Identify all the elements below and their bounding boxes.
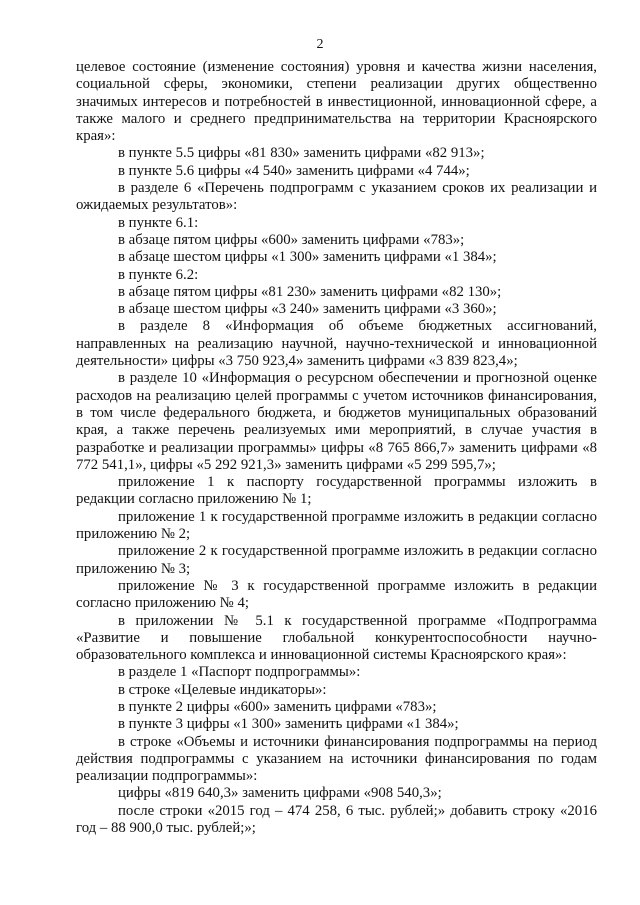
paragraph: в пункте 2 цифры «600» заменить цифрами «783»; <box>118 698 437 715</box>
paragraph: в пункте 5.5 цифры «81 830» заменить цифрами «82 913»; <box>118 145 485 162</box>
paragraph: в разделе 8 «Информация об объеме бюджетных ассигнований, направленных на реализацию научной, научно-технической и инновационной деятельности» цифры «3 750 923,4» заменить цифрами «3 839 823,4»; <box>76 318 597 370</box>
paragraph: цифры «819 640,3» заменить цифрами «908 540,3»; <box>118 785 442 802</box>
paragraph: в разделе 1 «Паспорт подпрограммы»: <box>118 664 361 681</box>
paragraph: приложение 1 к государственной программе изложить в редакции согласно приложению № 2; <box>76 508 597 543</box>
paragraph: в абзаце шестом цифры «3 240» заменить цифрами «3 360»; <box>118 301 497 318</box>
paragraph: в строке «Целевые индикаторы»: <box>118 681 327 698</box>
page-number: 2 <box>316 37 324 52</box>
paragraph: в абзаце шестом цифры «1 300» заменить цифрами «1 384»; <box>118 249 497 266</box>
paragraph: в приложении № 5.1 к государственной программе «Подпрограмма «Развитие и повышение глобальной конкурентоспособности научно-образовательного комплекса и инновационной системы Красноярского края»: <box>76 612 597 664</box>
paragraph: в абзаце пятом цифры «600» заменить цифрами «783»; <box>118 231 465 248</box>
paragraph: в строке «Объемы и источники финансирования подпрограммы на период действия подпрограммы с указанием на источники финансирования по годам реализации подпрограммы»: <box>76 733 597 785</box>
paragraph: в пункте 6.1: <box>118 214 199 231</box>
paragraph: приложение № 3 к государственной программе изложить в редакции согласно приложению № 4; <box>76 577 597 612</box>
paragraph: в пункте 3 цифры «1 300» заменить цифрами «1 384»; <box>118 716 459 733</box>
paragraph: в пункте 6.2: <box>118 266 199 283</box>
paragraph: в абзаце пятом цифры «81 230» заменить цифрами «82 130»; <box>118 283 502 300</box>
paragraph: целевое состояние (изменение состояния) уровня и качества жизни населения, социальной сферы, экономики, степени реализации других общественно значимых интересов и потребностей в инвестиционной, инновационной сфере, а также малого и среднего предпринимательства на территории Красноярского края»: <box>76 59 597 145</box>
paragraph: приложение 1 к паспорту государственной программы изложить в редакции согласно приложению № 1; <box>76 474 597 508</box>
paragraph: в пункте 5.6 цифры «4 540» заменить цифрами «4 744»; <box>118 162 470 179</box>
paragraph: приложение 2 к государственной программе изложить в редакции согласно приложению № 3; <box>76 543 597 577</box>
paragraph: в разделе 10 «Информация о ресурсном обеспечении и прогнозной оценке расходов на реализацию целей программы с учетом источников финансирования, в том числе федерального бюджета, и бюджетов муниципальных образований края, а также перечень реализуемых ими мероприятий, в случае участия в разработке и реализации программы» цифры «8 765 866,7» заменить цифрами «8 772 541,1», цифры «5 292 921,3» заменить цифрами «5 299 595,7»; <box>76 370 597 473</box>
document-body <box>76 59 597 837</box>
paragraph: после строки «2015 год – 474 258, 6 тыс. рублей;» добавить строку «2016 год – 88 900,0 тыс. рублей;»; <box>76 802 597 837</box>
paragraph: в разделе 6 «Перечень подпрограмм с указанием сроков их реализации и ожидаемых результатов»: <box>76 180 597 214</box>
